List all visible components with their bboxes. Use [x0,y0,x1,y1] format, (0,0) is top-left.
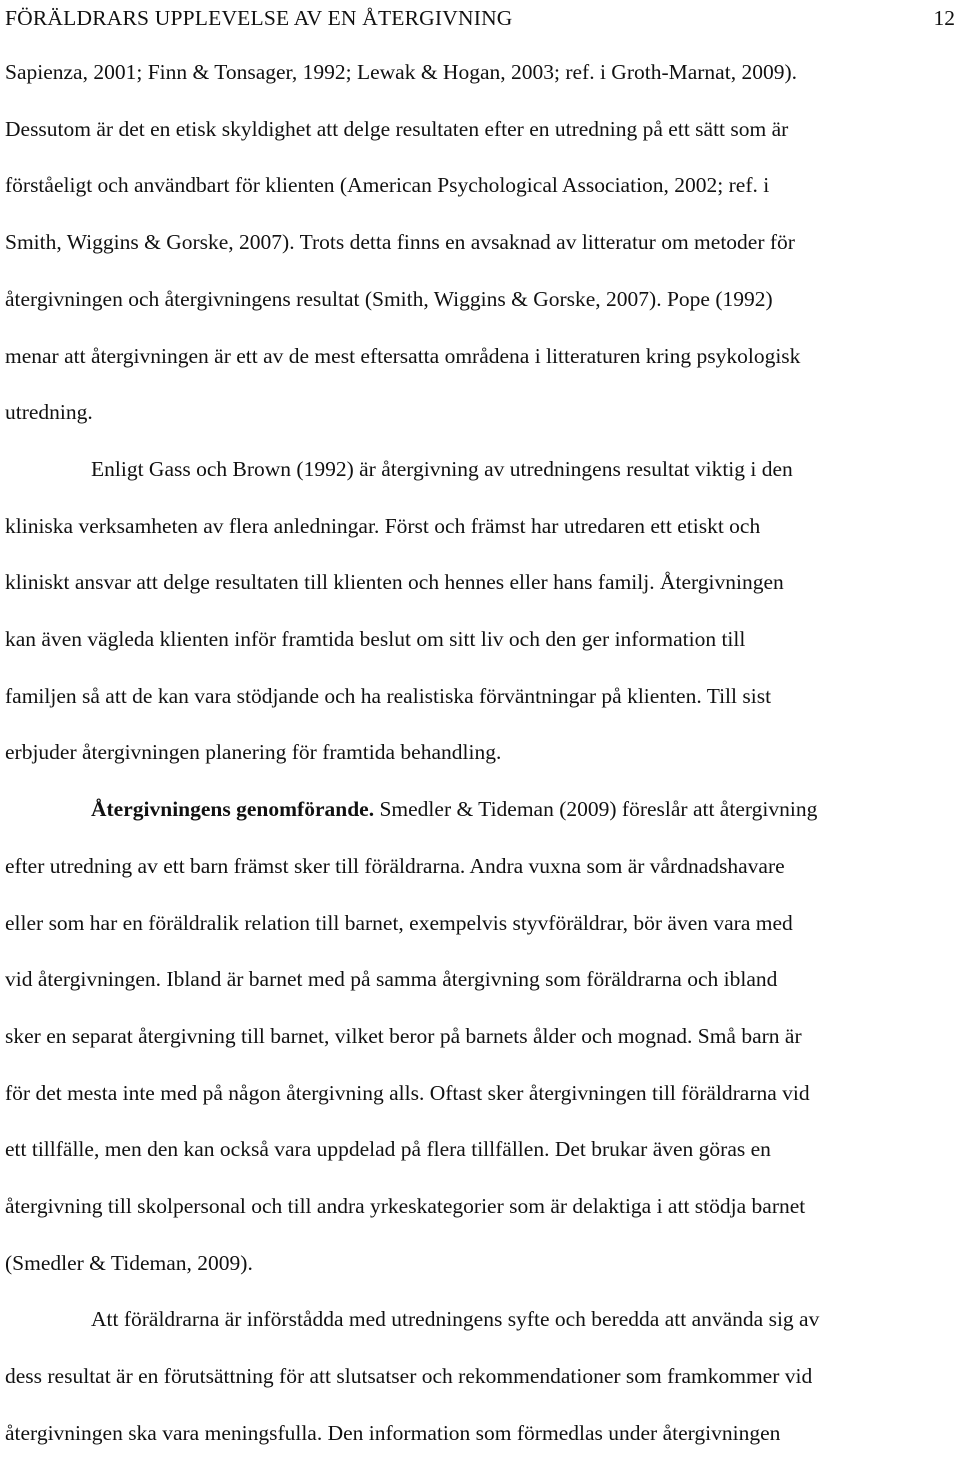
text-line: återgivning till skolpersonal och till andra yrkeskategorier som är delaktiga i att stödja barnet [5,1194,806,1219]
text-line: Smedler & Tideman (2009) föreslår att återgivning [374,797,818,822]
paragraph-4 [5,1291,955,1461]
text-line: återgivningen ska vara meningsfulla. Den information som förmedlas under återgivningen [5,1420,781,1445]
text-line: ett tillfälle, men den kan också vara uppdelad på flera tillfällen. Det brukar även göras en [5,1137,771,1162]
body-text [5,44,955,1462]
document-page [5,0,955,1454]
running-head-title: FÖRÄLDRARS UPPLEVELSE AV EN ÅTERGIVNING [5,6,513,30]
section-heading: Återgivningens genomförande. [91,797,375,822]
text-line: menar att återgivningen är ett av de mest eftersatta områdena i litteraturen kring psykologisk [5,343,801,368]
text-line: återgivningen och återgivningens resultat (Smith, Wiggins & Gorske, 2007). Pope (1992) [5,286,773,311]
text-line: kliniska verksamheten av flera anledningar. Först och främst har utredaren ett etiskt och [5,513,761,538]
text-line: Dessutom är det en etisk skyldighet att delge resultaten efter en utredning på ett sätt som är [5,116,789,141]
text-line: efter utredning av ett barn främst sker till föräldrarna. Andra vuxna som är vårdnadshavare [5,853,785,878]
text-line: för det mesta inte med på någon återgivning alls. Oftast sker återgivningen till föräldrarna vid [5,1080,810,1105]
page-number: 12 [933,6,955,30]
text-line: Att föräldrarna är införstådda med utredningens syfte och beredda att använda sig av [91,1307,820,1332]
text-line: Sapienza, 2001; Finn & Tonsager, 1992; Lewak & Hogan, 2003; ref. i Groth-Marnat, 2009). [5,60,797,84]
text-line: familjen så att de kan vara stödjande och ha realistiska förväntningar på klienten. Till sist [5,683,772,708]
running-head [5,1,955,35]
text-line: utredning. [5,400,93,425]
text-line: erbjuder återgivningen planering för framtida behandling. [5,740,502,765]
text-line: (Smedler & Tideman, 2009). [5,1250,253,1275]
text-line: dess resultat är en förutsättning för att slutsatser och rekommendationer som framkommer vid [5,1364,813,1389]
text-line: eller som har en föräldralik relation till barnet, exempelvis styvföräldrar, bör även vara med [5,910,793,935]
paragraph-3 [5,781,955,1291]
text-line: kliniskt ansvar att delge resultaten till klienten och hennes eller hans familj. Återgivningen [5,570,784,595]
text-line: förståeligt och användbart för klienten (American Psychological Association, 2002; ref. i [5,173,770,198]
text-line: Smith, Wiggins & Gorske, 2007). Trots detta finns en avsaknad av litteratur om metoder för [5,230,795,255]
text-line: sker en separat återgivning till barnet, vilket beror på barnets ålder och mognad. Små barn är [5,1023,802,1048]
text-line: Enligt Gass och Brown (1992) är återgivning av utredningens resultat viktig i den [91,456,793,481]
paragraph-1 [5,44,955,441]
text-line: kan även vägleda klienten inför framtida beslut om sitt liv och den ger information till [5,627,746,652]
text-line: vid återgivningen. Ibland är barnet med på samma återgivning som föräldrarna och ibland [5,967,778,992]
paragraph-2 [5,441,955,781]
